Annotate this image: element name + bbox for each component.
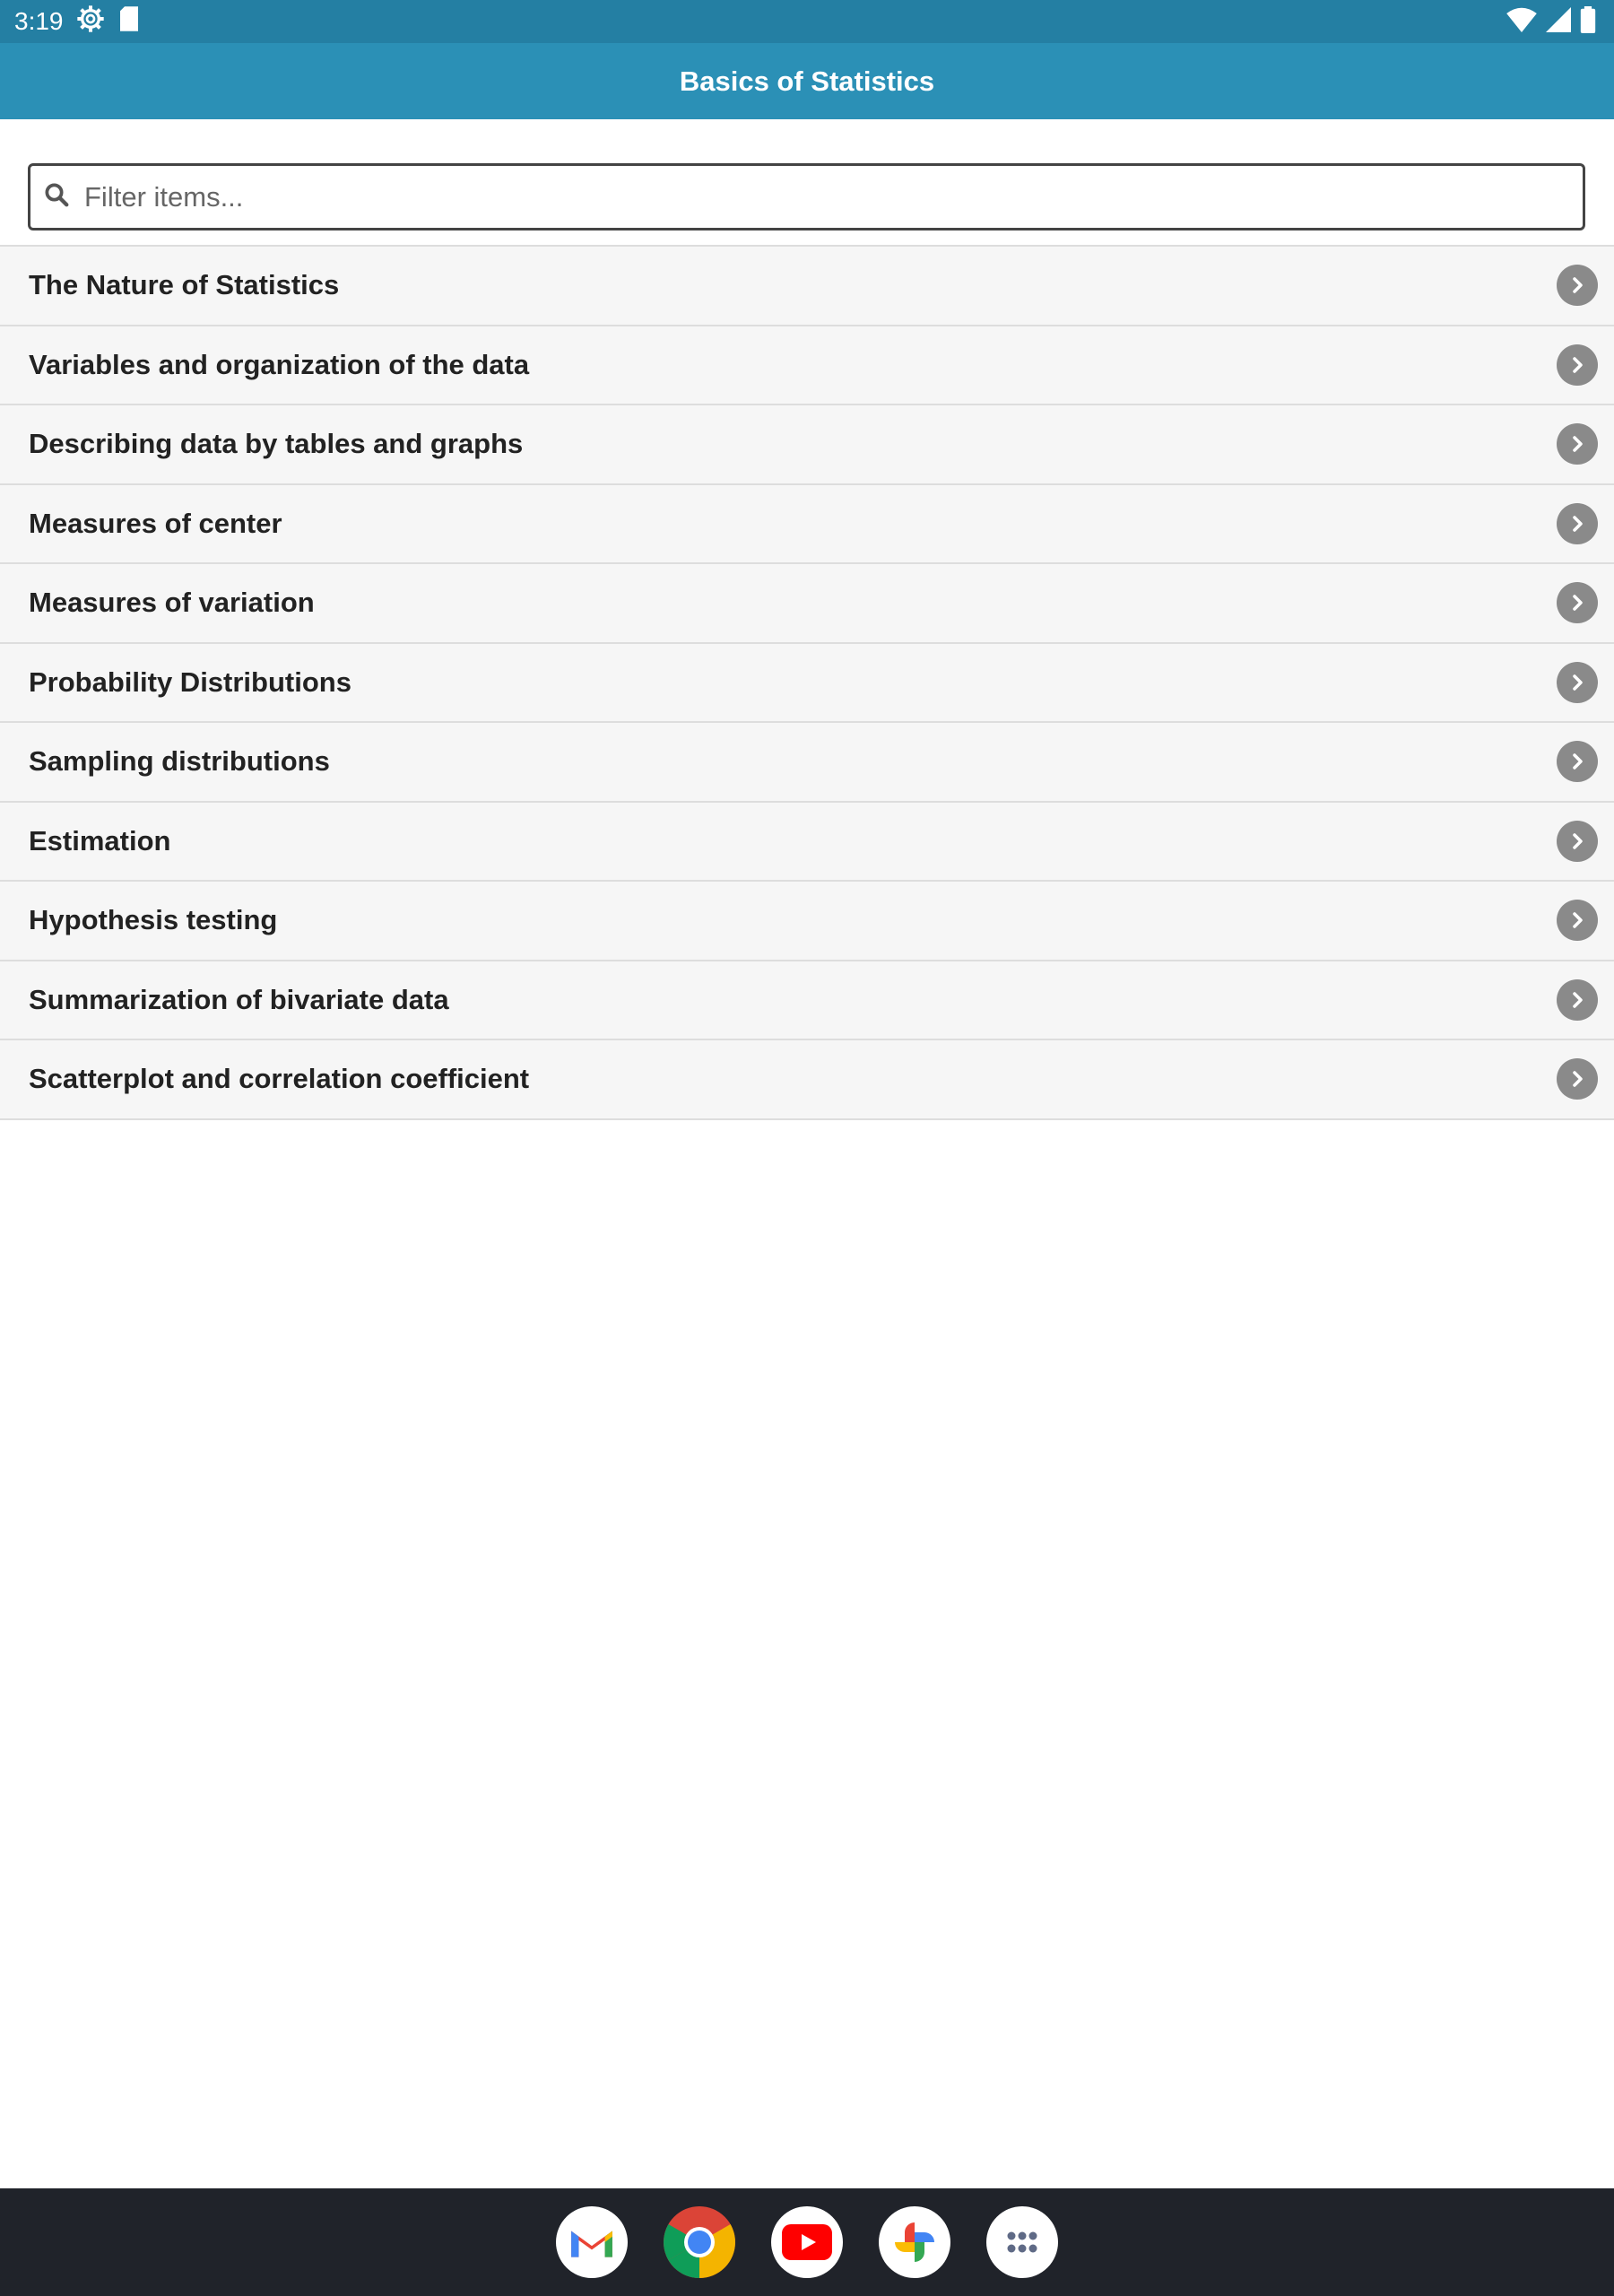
chevron-right-icon	[1557, 582, 1598, 623]
search-input[interactable]	[84, 181, 1519, 213]
list-item-label: Variables and organization of the data	[29, 348, 530, 380]
list-item-label: Probability Distributions	[29, 665, 351, 698]
chevron-right-icon	[1557, 344, 1598, 386]
wifi-icon	[1506, 7, 1537, 37]
list-item[interactable]	[0, 247, 1614, 326]
list-item[interactable]	[0, 644, 1614, 724]
list-item[interactable]	[0, 405, 1614, 485]
list-item[interactable]	[0, 882, 1614, 961]
list-item[interactable]	[0, 803, 1614, 883]
chevron-right-icon	[1557, 741, 1598, 782]
list-item-label: Estimation	[29, 824, 171, 857]
list-item-label: Sampling distributions	[29, 745, 330, 778]
photos-icon[interactable]	[879, 2206, 950, 2278]
list-item[interactable]	[0, 723, 1614, 803]
app-header	[0, 43, 1614, 119]
list-item-label: Measures of center	[29, 507, 282, 539]
status-bar	[0, 0, 1614, 43]
chevron-right-icon	[1557, 900, 1598, 941]
list-item-label: Describing data by tables and graphs	[29, 428, 524, 460]
chevron-right-icon	[1557, 979, 1598, 1021]
list-item-label: Measures of variation	[29, 587, 315, 619]
list-item[interactable]	[0, 326, 1614, 406]
app-dock	[0, 2188, 1614, 2296]
list-item-label: Summarization of bivariate data	[29, 983, 449, 1015]
youtube-icon[interactable]	[771, 2206, 843, 2278]
page-title: Basics of Statistics	[679, 65, 935, 97]
chevron-right-icon	[1557, 503, 1598, 544]
list-item[interactable]	[0, 961, 1614, 1041]
gmail-icon[interactable]	[556, 2206, 628, 2278]
list-item[interactable]	[0, 1040, 1614, 1120]
app-drawer-icon[interactable]	[986, 2206, 1058, 2278]
search-icon	[43, 181, 70, 213]
signal-icon	[1546, 7, 1571, 37]
list-item-label: Scatterplot and correlation coefficient	[29, 1063, 530, 1095]
search-area	[0, 119, 1614, 245]
chevron-right-icon	[1557, 662, 1598, 703]
list-item[interactable]	[0, 564, 1614, 644]
list-item[interactable]	[0, 485, 1614, 565]
chevron-right-icon	[1557, 265, 1598, 306]
battery-icon	[1580, 6, 1596, 38]
gear-icon	[76, 4, 105, 39]
chevron-right-icon	[1557, 423, 1598, 465]
chevron-right-icon	[1557, 1058, 1598, 1100]
chrome-icon[interactable]	[664, 2206, 735, 2278]
search-box[interactable]	[28, 163, 1585, 230]
list-item-label: Hypothesis testing	[29, 904, 278, 936]
status-time: 3:19	[14, 7, 64, 35]
chevron-right-icon	[1557, 821, 1598, 862]
topic-list	[0, 245, 1614, 1120]
sd-card-icon	[117, 5, 141, 39]
list-item-label: The Nature of Statistics	[29, 269, 340, 301]
